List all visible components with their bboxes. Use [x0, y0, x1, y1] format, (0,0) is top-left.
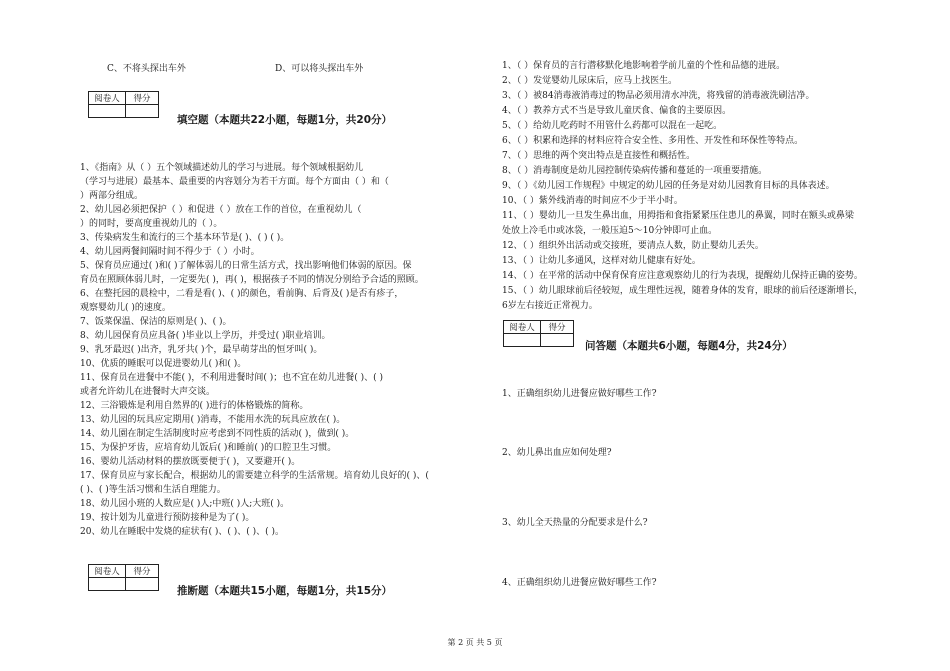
- judge-line: 15、（ ）幼儿眼球前后径较短，成生理性远视，随着身体的发育，眼球的前后径逐渐增长，: [502, 286, 863, 296]
- qa-section-title: 问答题（本题共6小题，每题4分，共24分）: [585, 340, 793, 352]
- fill-line: 14、幼儿園在制定生活制度时应考虑到不同性质的活动( )，做到( )。: [80, 429, 355, 439]
- fill-line: 18、幼儿园小班的人数应是( )人;中班( )人;大班( )。: [80, 499, 290, 509]
- option-d: D、可以将头探出车外: [275, 64, 364, 74]
- fill-line: 2、幼儿园必须把保护（ ）和促进（ ）放在工作的首位，在重视幼儿（: [80, 205, 362, 215]
- score-table-qa: [503, 320, 574, 347]
- grader-header: 阅卷人: [89, 565, 126, 578]
- fill-line: 11、保育员在进餐中不能( )，不利用进餐时间( )；也不宜在幼儿进餐( )、( ): [80, 373, 383, 383]
- judge-line: 6岁左右接近正常视力。: [502, 301, 598, 311]
- fill-line: 15、为保护牙齿，应培育幼儿饭后( )和睡前( )的口腔卫生习惯。: [80, 443, 337, 453]
- score-table-judge: [88, 564, 159, 591]
- judge-line: 2、（ ）发觉婴幼儿尿床后，应马上找医生。: [502, 76, 678, 86]
- qa-question: 2、幼儿鼻出血应如何处理?: [502, 448, 612, 458]
- judge-line: 11、（ ）婴幼儿一旦发生鼻出血，用拇指和食指紧紧压住患儿的鼻翼，同时在额头或鼻梁: [502, 211, 854, 221]
- fill-line: 17、保育员应与家长配合，根据幼儿的需要建立科学的生活常规。培育幼儿良好的( )、(: [80, 471, 429, 481]
- fill-line: ）两部分组成。: [80, 191, 144, 201]
- score-cell: [126, 578, 159, 591]
- fill-line: ）的同时，要高度重视幼儿的（ ）。: [80, 219, 223, 229]
- fill-line: 育员在照顾体弱儿时，一定要先( )，再( )，根据孩子不同的情况分别给予合适的照顾。: [80, 275, 424, 285]
- score-table-fill: [88, 91, 159, 118]
- judge-line: 5、（ ）给幼儿吃药时不用管什么药都可以混在一起吃。: [502, 121, 723, 131]
- judge-line: 8、（ ）消毒制度是幼儿园控制传染病传播和蔓延的一项重要措施。: [502, 166, 768, 176]
- grader-header: 阅卷人: [89, 92, 126, 105]
- judge-line: 1、（ ）保育员的言行潜移默化地影响着学前儿童的个性和品德的进展。: [502, 61, 786, 71]
- qa-question: 4、正确组织幼儿进餐应做好哪些工作?: [502, 578, 657, 588]
- judge-line: 9、（ ）《幼儿园工作规程》中规定的幼儿园的任务是对幼儿园教育目标的具体表述。: [502, 181, 835, 191]
- judge-line: 6、（ ）积累和选择的材料应符合安全性、多用性、开发性和环保性等特点。: [502, 136, 804, 146]
- fill-line: 6、在整托园的晨检中，二看是看( )、( )的颜色，看前胸、后背及( )是否有疹子，: [80, 289, 404, 299]
- judge-line: 4、（ ）教养方式不当是导致儿童厌食、偏食的主要原因。: [502, 106, 732, 116]
- qa-question: 3、幼儿全天热量的分配要求是什么?: [502, 518, 648, 528]
- grader-cell: [89, 105, 126, 118]
- judge-line: 12、（ ）组织外出活动或交接班，要清点人数，防止婴幼儿丢失。: [502, 241, 764, 251]
- fill-line: 3、传染病发生和流行的三个基本环节是( )、( ) ( )。: [80, 233, 290, 243]
- grader-cell: [504, 334, 541, 347]
- score-header: 得分: [541, 321, 574, 334]
- grader-header: 阅卷人: [504, 321, 541, 334]
- fill-line: 1、《指南》从（ ）五个领域描述幼儿的学习与进展。每个领域根据幼儿: [80, 163, 364, 173]
- fill-line: 19、按计划为儿童进行预防接种是为了( )。: [80, 513, 255, 523]
- score-cell: [126, 105, 159, 118]
- fill-line: 12、三浴锻炼是利用自然界的( )进行的体格锻炼的简称。: [80, 401, 309, 411]
- judge-line: 7、（ ）思维的两个突出特点是直接性和概括性。: [502, 151, 696, 161]
- fill-line: 7、饭菜保温、保洁的原则是( )、( )。: [80, 317, 232, 327]
- fill-line: 13、幼儿园的玩具应定期用( )消毒，不能用水洗的玩具应放在( )。: [80, 415, 346, 425]
- score-header: 得分: [126, 92, 159, 105]
- score-cell: [541, 334, 574, 347]
- judge-line: 13、（ ）让幼儿多通风，这样对幼儿健康有好处。: [502, 256, 701, 266]
- fill-line: 20、幼儿在睡眠中发烧的症状有( )、( )、( )、( )。: [80, 527, 284, 537]
- fill-line: 5、保育员应通过( )和( )了解体弱儿的日常生活方式，找出影响他们体弱的原因。保: [80, 261, 412, 271]
- judge-line: 10、（ ）紫外线消毒的时间应不少于半小时。: [502, 196, 683, 206]
- judge-line: 3、（ ）被84消毒液消毒过的物品必须用清水冲洗，将残留的消毒液洗刷洁净。: [502, 91, 815, 101]
- option-c: C、不将头探出车外: [107, 64, 186, 74]
- fill-line: 4、幼儿园两餐间隔时间不得少于（ ）小时。: [80, 247, 260, 257]
- fill-line: 16、婴幼儿活动材料的摆放既要便于( )，又要避开( )。: [80, 457, 301, 467]
- fill-line: 9、乳牙最迟( )出齐，乳牙共( )个，最早萌芽出的恒牙叫( )。: [80, 345, 323, 355]
- fill-line: 8、幼儿园保育员应具备( )毕业以上学历，并受过( )职业培训。: [80, 331, 331, 341]
- score-header: 得分: [126, 565, 159, 578]
- judge-line: 处放上冷毛巾或冰袋，一般压迫5～10分钟即可止血。: [502, 226, 718, 236]
- fill-line: ( )、( )等生活习惯和生活自理能力。: [80, 485, 226, 495]
- fill-line: 10、优质的睡眠可以促进婴幼儿( )和( )。: [80, 359, 247, 369]
- judge-line: 14、（ ）在平常的活动中保育保育应注意观察幼儿的行为表现，提醒幼儿保持正确的姿势。: [502, 271, 863, 281]
- page-number: 第 2 页 共 5 页: [447, 638, 503, 647]
- fill-line: 观察婴幼儿( )的速度。: [80, 303, 171, 313]
- fill-line: （学习与进展）最基本、最重要的内容划分为若干方面。每个方面由（ ）和（: [80, 177, 389, 187]
- fill-line: 或者允许幼儿在进餐时大声交谈。: [80, 387, 216, 397]
- judge-section-title: 推断题（本题共15小题，每题1分，共15分）: [177, 585, 393, 597]
- qa-question: 1、正确组织幼儿进餐应做好哪些工作?: [502, 389, 657, 399]
- grader-cell: [89, 578, 126, 591]
- fill-section-title: 填空题（本题共22小题，每题1分，共20分）: [177, 114, 393, 126]
